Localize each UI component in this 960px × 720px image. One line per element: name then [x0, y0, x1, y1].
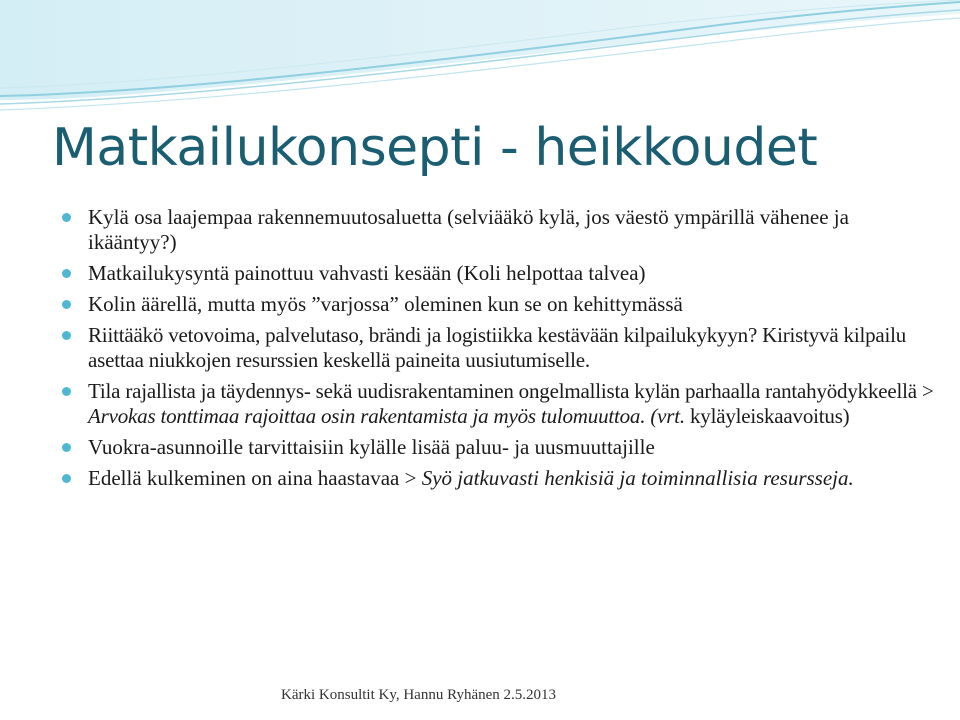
- slide-title: Matkailukonsepti - heikkoudet: [52, 118, 818, 178]
- bullet-dot-icon: [62, 269, 71, 278]
- bullet-item: [88, 292, 938, 317]
- bullet-text: Matkailukysyntä painottuu vahvasti kesään (Koli helpottaa talvea): [88, 261, 646, 285]
- bullet-text: Edellä kulkeminen on aina haastavaa >: [88, 466, 422, 490]
- bullet-text: Vuokra-asunnoille tarvittaisiin kylälle lisää paluu- ja uusmuuttajille: [88, 435, 655, 459]
- bullet-text: Tila rajallista ja täydennys- sekä uudisrakentaminen ongelmallista kylän parhaalla rantahyödykkeellä >: [88, 379, 934, 403]
- bullet-text-emphasis: Arvokas tonttimaa rajoittaa osin rakentamista ja myös tulomuuttoa. (vrt.: [88, 404, 685, 428]
- decorative-wave-header: [0, 0, 960, 130]
- bullet-text-emphasis: Syö jatkuvasti henkisiä ja toiminnallisia resursseja.: [421, 466, 854, 490]
- bullet-item: [88, 435, 938, 460]
- bullet-text: Riittääkö vetovoima, palvelutaso, brändi ja logistiikka kestävään kilpailukykyyn? Kiristyvä kilpailu asettaa niukkojen resurssien keskellä paineita uusiutumiselle.: [88, 323, 907, 372]
- bullet-item: [88, 323, 938, 373]
- bullet-item: [88, 261, 938, 286]
- bullet-dot-icon: [62, 474, 71, 483]
- bullet-text-tail: kyläyleiskaavoitus): [684, 404, 850, 428]
- bullet-text: Kolin äärellä, mutta myös ”varjossa” oleminen kun se on kehittymässä: [88, 292, 683, 316]
- bullet-item: [88, 205, 938, 255]
- bullet-text: Kylä osa laajempaa rakennemuutosaluetta (selviääkö kylä, jos väestö ympärillä vähenee ja ikääntyy?): [88, 205, 849, 254]
- bullet-list: [88, 205, 938, 497]
- bullet-dot-icon: [62, 331, 71, 340]
- bullet-dot-icon: [62, 443, 71, 452]
- bullet-dot-icon: [62, 387, 71, 396]
- slide-footer: Kärki Konsultit Ky, Hannu Ryhänen 2.5.2013: [281, 687, 557, 703]
- bullet-item: [88, 466, 938, 491]
- bullet-item: [88, 379, 938, 429]
- bullet-dot-icon: [62, 213, 71, 222]
- bullet-dot-icon: [62, 300, 71, 309]
